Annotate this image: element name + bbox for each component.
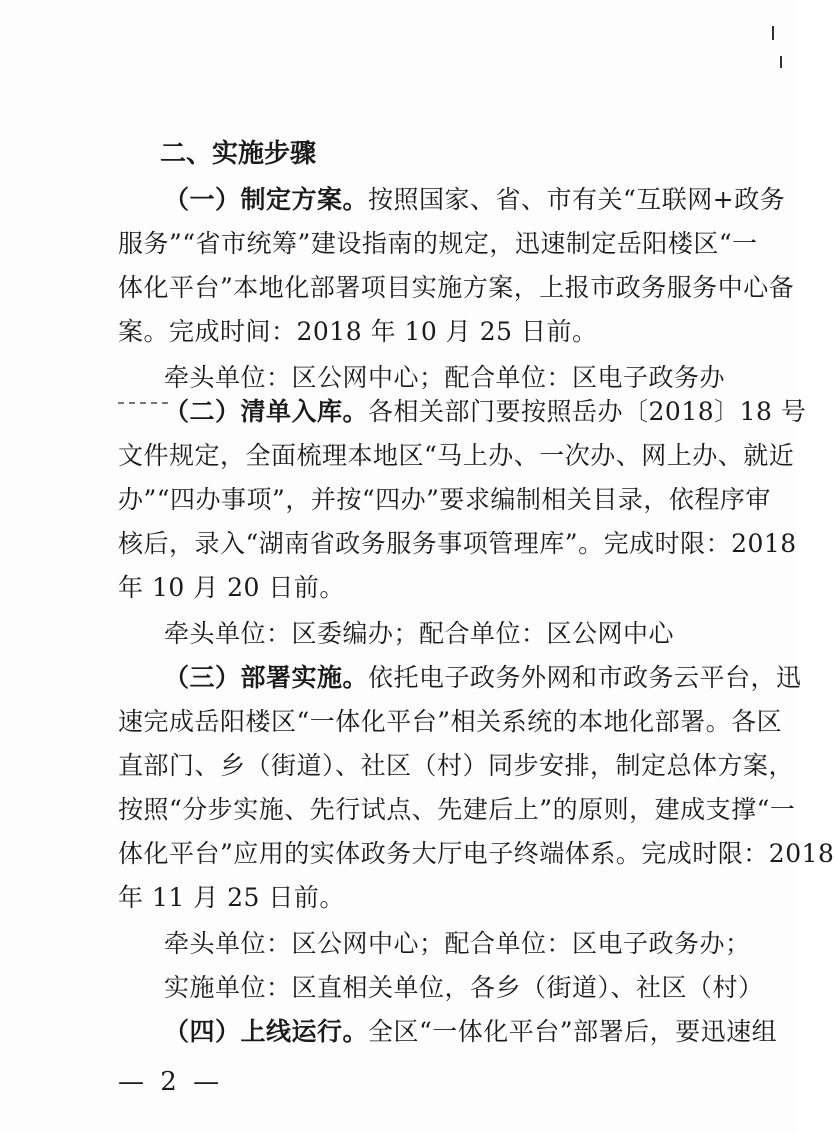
paragraph-4-line-1-text: 全区“一体化平台”部署后，要迅速组 [368, 1017, 778, 1046]
page-number: — 2 — [118, 1067, 224, 1097]
scan-artifact-dash [118, 402, 168, 406]
paragraph-4-line-1 [164, 1010, 778, 1054]
paragraph-2-line-1 [164, 390, 807, 434]
paragraph-1-line-1 [164, 178, 786, 222]
paragraph-3-line-3: 直部门、乡（街道）、社区（村）同步安排，制定总体方案， [118, 751, 795, 780]
paragraph-3-line-1 [164, 656, 802, 700]
paragraph-1-line-1-text: 按照国家、省、市有关“互联网+政务 [368, 185, 786, 214]
paragraph-1-line-4: 案。完成时间：2018 年 10 月 25 日前。 [118, 317, 598, 346]
paragraph-3-line-2: 速完成岳阳楼区“一体化平台”相关系统的本地化部署。各区 [118, 707, 783, 736]
paragraph-2-line-3: 办”“四办事项”，并按“四办”要求编制相关目录，依程序审 [118, 485, 771, 514]
responsible-units-2: 牵头单位：区委编办；配合单位：区公网中心 [164, 619, 675, 648]
paragraph-1-title: （一）制定方案。 [164, 185, 369, 214]
scan-edge-mark [772, 26, 774, 40]
paragraph-1-line-3: 体化平台”本地化部署项目实施方案，上报市政务服务中心备 [118, 273, 795, 302]
paragraph-2-line-4: 核后，录入“湖南省政务服务事项管理库”。完成时限：2018 [118, 529, 797, 558]
paragraph-4-title: （四）上线运行。 [164, 1017, 369, 1046]
paragraph-1-line-2: 服务”“省市统筹”建设指南的规定，迅速制定岳阳楼区“一 [118, 229, 758, 258]
paragraph-2-line-1-text: 各相关部门要按照岳办〔2018〕18 号 [368, 397, 807, 426]
paragraph-3-line-6: 年 11 月 25 日前。 [118, 883, 345, 912]
paragraph-2-line-2: 文件规定，全面梳理本地区“马上办、一次办、网上办、就近 [118, 441, 795, 470]
section-heading: 二、实施步骤 [160, 139, 317, 169]
responsible-units-1: 牵头单位：区公网中心；配合单位：区电子政务办 [164, 363, 726, 392]
scan-edge-mark [780, 56, 782, 68]
paragraph-2-line-5: 年 10 月 20 日前。 [118, 573, 345, 602]
paragraph-2-title: （二）清单入库。 [164, 397, 369, 426]
paragraph-3-line-4: 按照“分步实施、先行试点、先建后上”的原则，建成支撑“一 [118, 795, 796, 824]
responsible-units-3a: 牵头单位：区公网中心；配合单位：区电子政务办； [164, 929, 751, 958]
paragraph-3-title: （三）部署实施。 [164, 663, 369, 692]
responsible-units-3b: 实施单位：区直相关单位，各乡（街道）、社区（村） [164, 973, 764, 1002]
paragraph-3-line-1-text: 依托电子政务外网和市政务云平台，迅 [368, 663, 802, 692]
paragraph-3-line-5: 体化平台”应用的实体政务大厅电子终端体系。完成时限：2018 [118, 839, 834, 868]
